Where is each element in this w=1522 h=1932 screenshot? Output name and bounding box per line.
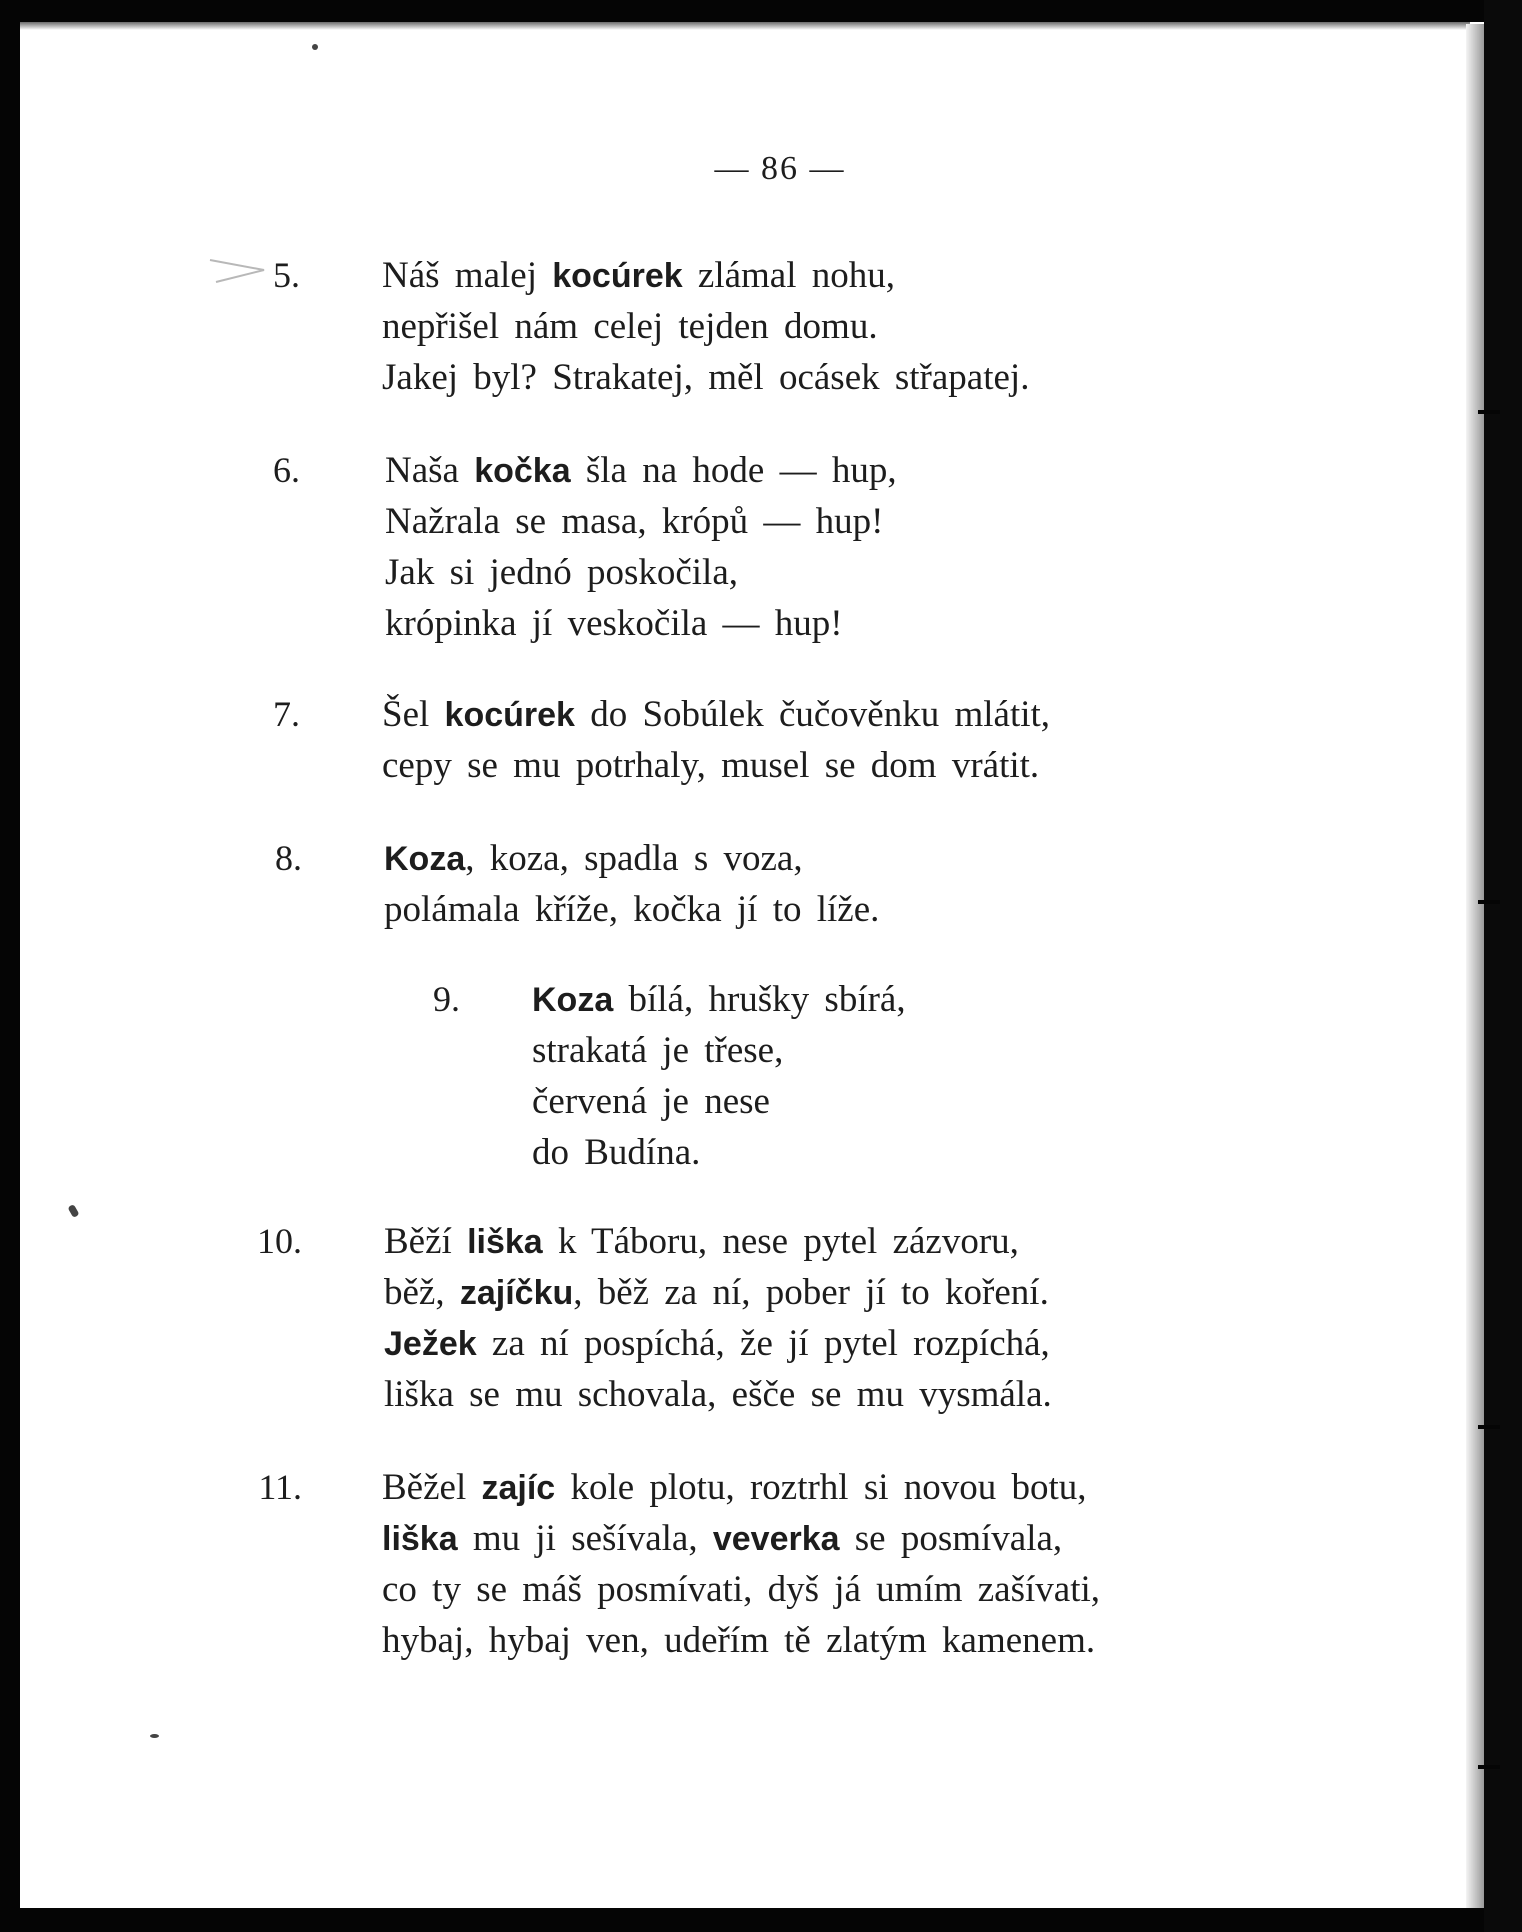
line-text: strakatá je třese, bbox=[532, 1030, 784, 1071]
bold-keyword: Koza bbox=[532, 981, 614, 1019]
line-text: běž, bbox=[384, 1272, 460, 1313]
bold-keyword: liška bbox=[467, 1223, 543, 1261]
poem-line bbox=[384, 1220, 1019, 1263]
line-text: Nažrala se masa, krópů — hup! bbox=[385, 501, 884, 542]
line-text: liška se mu schovala, eščе se mu vysmála. bbox=[384, 1374, 1052, 1415]
line-text: Naša bbox=[385, 450, 475, 491]
line-text: , koza, spadla s voza, bbox=[465, 838, 803, 879]
line-text: kole plotu, roztrhl si novou botu, bbox=[555, 1467, 1087, 1508]
poem-line bbox=[532, 1080, 770, 1123]
page-number: — 86 — bbox=[714, 150, 846, 187]
stanza-number: 7. bbox=[273, 694, 300, 734]
line-text: , běž za ní, pober jí to koření. bbox=[573, 1272, 1049, 1313]
stanza-number: 6. bbox=[273, 450, 300, 490]
poem-line bbox=[382, 1466, 1087, 1509]
poem-line bbox=[532, 1131, 700, 1174]
line-text: Náš malej bbox=[382, 255, 553, 296]
line-text: červená je nese bbox=[532, 1081, 770, 1122]
dust-speck bbox=[312, 44, 318, 50]
line-text: Běží bbox=[384, 1221, 468, 1262]
poem-line bbox=[382, 254, 895, 297]
poem-line bbox=[382, 1619, 1095, 1662]
poem-line bbox=[382, 1517, 1062, 1560]
line-text: šla na hode — hup, bbox=[570, 450, 897, 491]
bold-keyword: Ježek bbox=[384, 1325, 477, 1363]
bold-keyword: kocúrek bbox=[552, 257, 683, 295]
poem-line bbox=[385, 551, 738, 594]
bold-keyword: liška bbox=[382, 1520, 458, 1558]
scan-shadow-top bbox=[20, 22, 1470, 30]
stanza-number: 8. bbox=[275, 838, 302, 878]
scan-border-left bbox=[0, 0, 20, 1932]
line-text: do Budína. bbox=[532, 1132, 701, 1173]
line-text: Šel bbox=[382, 694, 445, 735]
line-text: hybaj, hybaj ven, udeřím tě zlatým kamenem. bbox=[382, 1620, 1096, 1661]
poem-line bbox=[385, 500, 884, 543]
line-text: bílá, hrušky sbírá, bbox=[613, 979, 906, 1020]
binding-notch bbox=[1478, 410, 1500, 414]
scan-border-bottom bbox=[0, 1908, 1522, 1932]
poem-line bbox=[384, 837, 803, 880]
stanza-number: 9. bbox=[433, 979, 460, 1019]
line-text: co ty se máš posmívati, dyš já umím zašívati, bbox=[382, 1569, 1101, 1610]
binding-notch bbox=[1478, 1765, 1500, 1769]
line-text: se posmívala, bbox=[839, 1518, 1063, 1559]
dust-speck bbox=[150, 1734, 159, 1738]
poem-line bbox=[384, 1373, 1052, 1416]
poem-line bbox=[384, 1322, 1050, 1365]
line-text: Běžel bbox=[382, 1467, 482, 1508]
dust-speck bbox=[67, 1204, 79, 1218]
scan-border-right bbox=[1484, 0, 1522, 1932]
poem-line bbox=[382, 356, 1029, 399]
line-text: polámala kříže, kočka jí to líže. bbox=[384, 889, 880, 930]
stanza-number: 11. bbox=[258, 1467, 302, 1507]
stanza-number: 5. bbox=[273, 255, 300, 295]
page-edge-shadow bbox=[1466, 24, 1484, 1908]
poem-line bbox=[532, 978, 906, 1021]
line-text: nepřišel nám celej tejden domu. bbox=[382, 306, 878, 347]
line-text: k Táboru, nese pytel zázvoru, bbox=[542, 1221, 1019, 1262]
bold-keyword: kocúrek bbox=[444, 696, 575, 734]
poem-line bbox=[382, 1568, 1100, 1611]
poem-line bbox=[382, 744, 1039, 787]
poem-line bbox=[384, 888, 879, 931]
bold-keyword: kočka bbox=[474, 452, 571, 490]
bold-keyword: Koza bbox=[384, 840, 466, 878]
poem-line bbox=[385, 602, 843, 645]
line-text: Jak si jednó poskočila, bbox=[385, 552, 739, 593]
line-text: cepy se mu potrhaly, musel se dom vrátit. bbox=[382, 745, 1040, 786]
poem-line bbox=[384, 1271, 1049, 1314]
poem-line bbox=[385, 449, 897, 492]
line-text: zlámal nohu, bbox=[682, 255, 895, 296]
poem-line bbox=[382, 693, 1050, 736]
bold-keyword: zajíc bbox=[481, 1469, 556, 1507]
line-text: do Sobúlek čučověnku mlátit, bbox=[574, 694, 1051, 735]
bold-keyword: zajíčku bbox=[459, 1274, 574, 1312]
line-text: krópinka jí veskočila — hup! bbox=[385, 603, 843, 644]
stanza-number: 10. bbox=[257, 1221, 302, 1261]
scan-border-top bbox=[0, 0, 1522, 22]
poem-line bbox=[532, 1029, 783, 1072]
binding-notch bbox=[1478, 900, 1500, 904]
poem-line bbox=[382, 305, 878, 348]
bold-keyword: veverka bbox=[712, 1520, 840, 1558]
line-text: mu ji sešívala, bbox=[457, 1518, 713, 1559]
line-text: za ní pospíchá, že jí pytel rozpíchá, bbox=[476, 1323, 1050, 1364]
line-text: Jakej byl? Strakatej, měl ocásek střapatej. bbox=[382, 357, 1030, 398]
binding-notch bbox=[1478, 1425, 1500, 1429]
